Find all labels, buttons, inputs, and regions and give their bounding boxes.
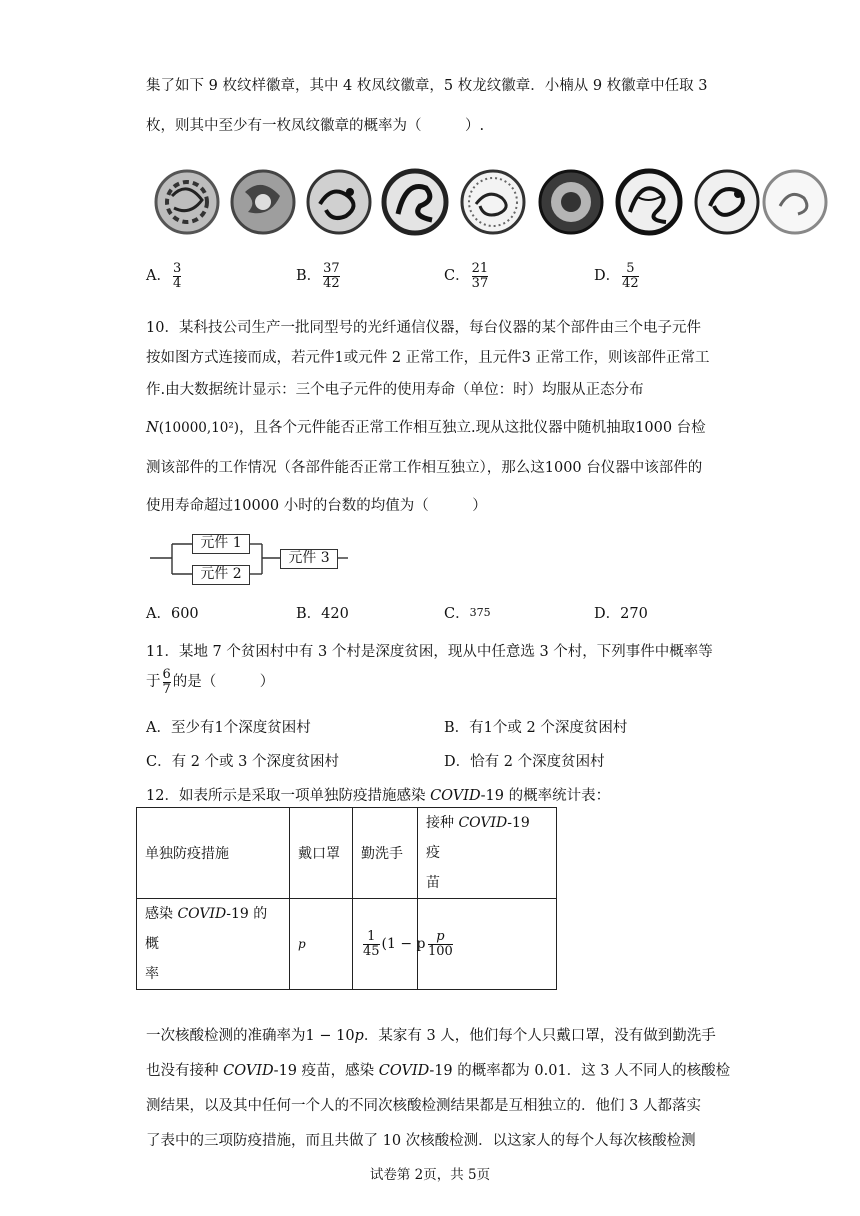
row-label-post: -19 的概 [145, 906, 268, 952]
cell-fraction [428, 930, 453, 958]
cell-mask-prob: p [290, 899, 353, 990]
header-vaccine [418, 808, 557, 899]
covid-term: COVID [378, 1063, 430, 1079]
denominator: 45 [363, 943, 380, 959]
row-label-tail: 率 [145, 966, 159, 982]
q9-option-b[interactable] [296, 262, 342, 290]
q10-line-6: 使用寿命超过10000 小时的台数的均值为（ ） [146, 498, 487, 514]
option-fraction [622, 262, 639, 290]
badge-5 [462, 171, 524, 233]
q12-para-4: 了表中的三项防疫措施，而且共做了 10 次核酸检测．以这家人的每个人每次核酸检测 [146, 1133, 696, 1149]
para-1-pre: 一次核酸检测的准确率为1 − 10 [146, 1028, 355, 1044]
q11-option-b[interactable] [444, 716, 627, 737]
element-3-box: 元件 3 [280, 549, 338, 569]
q11-line-2 [146, 668, 274, 696]
option-label: C． [146, 754, 172, 770]
header-measure: 单独防疫措施 [137, 808, 290, 899]
badge-7 [618, 171, 680, 233]
option-label: B． [444, 720, 470, 736]
badge-8 [696, 171, 758, 233]
q10-line-5: 测该部件的工作情况（各部件能否正常工作相互独立），那么这1000 台仪器中该部件的 [146, 460, 703, 476]
option-text: 有 2 个或 3 个深度贫困村 [171, 754, 339, 770]
badge-1 [156, 171, 218, 233]
normal-dist-args: (10000,10²) [158, 420, 240, 436]
badge-3 [308, 171, 370, 233]
q11-fraction [163, 668, 171, 696]
covid-term: COVID [177, 906, 227, 922]
q11-option-d[interactable] [444, 750, 605, 771]
numerator: 6 [162, 667, 171, 682]
numerator: 21 [471, 261, 489, 276]
option-label: A． [146, 268, 171, 285]
prevention-table [136, 807, 557, 990]
cell-handwash-prob [353, 899, 426, 990]
option-label: C． [444, 268, 470, 285]
numerator: 5 [626, 261, 635, 276]
q12-para-2 [146, 1059, 730, 1080]
element-2-box: 元件 2 [192, 565, 250, 585]
badge-images [150, 166, 830, 238]
option-text: 有1个或 2 个深度贫困村 [469, 720, 628, 736]
option-label: C． [444, 606, 470, 622]
header-mask: 戴口罩 [290, 808, 353, 899]
option-text: 至少有1个深度贫困村 [170, 720, 311, 736]
denominator: 7 [162, 681, 171, 697]
header-vaccine-post: -19 疫 [426, 815, 530, 861]
option-label: A． [146, 606, 171, 622]
cell-handwash-rest: (1 − p [381, 936, 426, 952]
option-label: D． [444, 754, 471, 770]
para-2-pre: 也没有接种 [146, 1063, 224, 1079]
q12-para-1 [146, 1024, 716, 1045]
circuit-diagram [150, 530, 350, 586]
denominator: 42 [323, 275, 340, 291]
badge-9 [764, 171, 826, 233]
header-vaccine-pre: 接种 [426, 815, 459, 831]
q11-line-2-pre: 于 [146, 674, 161, 691]
q10-line-1: 10．某科技公司生产一批同型号的光纤通信仪器，每台仪器的某个部件由三个电子元件 [146, 320, 701, 336]
normal-dist-symbol: N [146, 420, 159, 436]
q10-line-4-rest: ，且各个元件能否正常工作相互独立.现从这批仪器中随机抽取1000 台检 [239, 420, 706, 436]
denominator: 42 [622, 275, 639, 291]
row-infection-label [137, 899, 290, 990]
q10-line-4 [146, 416, 706, 437]
option-label: D． [594, 606, 621, 622]
denominator: 100 [428, 943, 453, 959]
q12-line-1 [146, 784, 610, 805]
para-2-mid: -19 疫苗，感染 [273, 1063, 379, 1079]
numerator: 1 [367, 928, 376, 944]
option-text: 600 [170, 606, 199, 622]
option-label: A． [146, 720, 171, 736]
q10-option-a[interactable] [146, 602, 199, 623]
covid-term: COVID [430, 788, 481, 804]
covid-term: COVID [223, 1063, 274, 1079]
denominator: 37 [471, 275, 489, 291]
q10-option-d[interactable] [594, 602, 648, 623]
q10-line-2: 按如图方式连接而成，若元件1或元件 2 正常工作，且元件3 正常工作，则该部件正常工 [146, 350, 710, 366]
table-row [137, 899, 557, 990]
option-label: B． [296, 606, 322, 622]
q12-line-1-post: -19 的概率统计表： [480, 788, 611, 804]
option-text: 恰有 2 个深度贫困村 [470, 754, 605, 770]
para-1-p: p [354, 1028, 364, 1044]
numerator: p [436, 928, 445, 944]
q9-option-a[interactable] [146, 262, 183, 290]
q11-line-1: 11．某地 7 个贫困村中有 3 个村是深度贫困，现从中任意选 3 个村，下列事件中概率等 [146, 644, 713, 660]
badge-4 [384, 171, 446, 233]
option-fraction [472, 262, 489, 290]
option-text: 375 [469, 606, 491, 619]
page-footer: 试卷第 2页，共 5页 [369, 1167, 491, 1183]
option-label: B． [296, 268, 322, 285]
q11-line-2-post: 的是（ ） [172, 674, 275, 691]
numerator: 37 [323, 261, 340, 276]
option-label: D． [594, 268, 621, 285]
para-2-post: -19 的概率都为 0.01．这 3 人不同人的核酸检 [429, 1063, 731, 1079]
header-handwash: 勤洗手 [353, 808, 418, 899]
option-text: 270 [620, 606, 648, 622]
q10-option-c[interactable] [444, 602, 491, 623]
q9-line-1: 集了如下 9 枚纹样徽章，其中 4 枚凤纹徽章，5 枚龙纹徽章．小楠从 9 枚徽章中任取 3 [146, 78, 708, 94]
q9-option-c[interactable] [444, 262, 490, 290]
numerator: 3 [172, 261, 182, 276]
denominator: 4 [172, 275, 182, 291]
q12-line-1-pre: 12．如表所示是采取一项单独防疫措施感染 [146, 788, 431, 804]
q10-option-b[interactable] [296, 602, 349, 623]
q9-option-d[interactable] [594, 262, 641, 290]
cell-vaccine-prob [418, 899, 557, 990]
element-1-box: 元件 1 [192, 534, 250, 554]
table-header-row [137, 808, 557, 899]
q10-line-3: 作.由大数据统计显示：三个电子元件的使用寿命（单位：时）均服从正态分布 [146, 382, 644, 398]
option-text: 420 [321, 606, 349, 622]
q11-option-a[interactable] [146, 716, 311, 737]
q9-line-2: 枚，则其中至少有一枚凤纹徽章的概率为（ ）. [146, 118, 485, 134]
covid-term: COVID [458, 815, 508, 831]
row-label-pre: 感染 [145, 906, 178, 922]
option-fraction [323, 262, 340, 290]
q12-para-3: 测结果，以及其中任何一个人的不同次核酸检测结果都是互相独立的．他们 3 人都落实 [146, 1098, 701, 1114]
badge-2 [232, 171, 294, 233]
badge-images-svg [150, 166, 830, 238]
cell-fraction [363, 930, 380, 958]
badge-6 [540, 171, 602, 233]
para-1-post: ．某家有 3 人，他们每个人只戴口罩，没有做到勤洗手 [363, 1028, 716, 1044]
q11-option-c[interactable] [146, 750, 339, 771]
option-fraction [173, 262, 181, 290]
header-vaccine-tail: 苗 [426, 875, 440, 891]
